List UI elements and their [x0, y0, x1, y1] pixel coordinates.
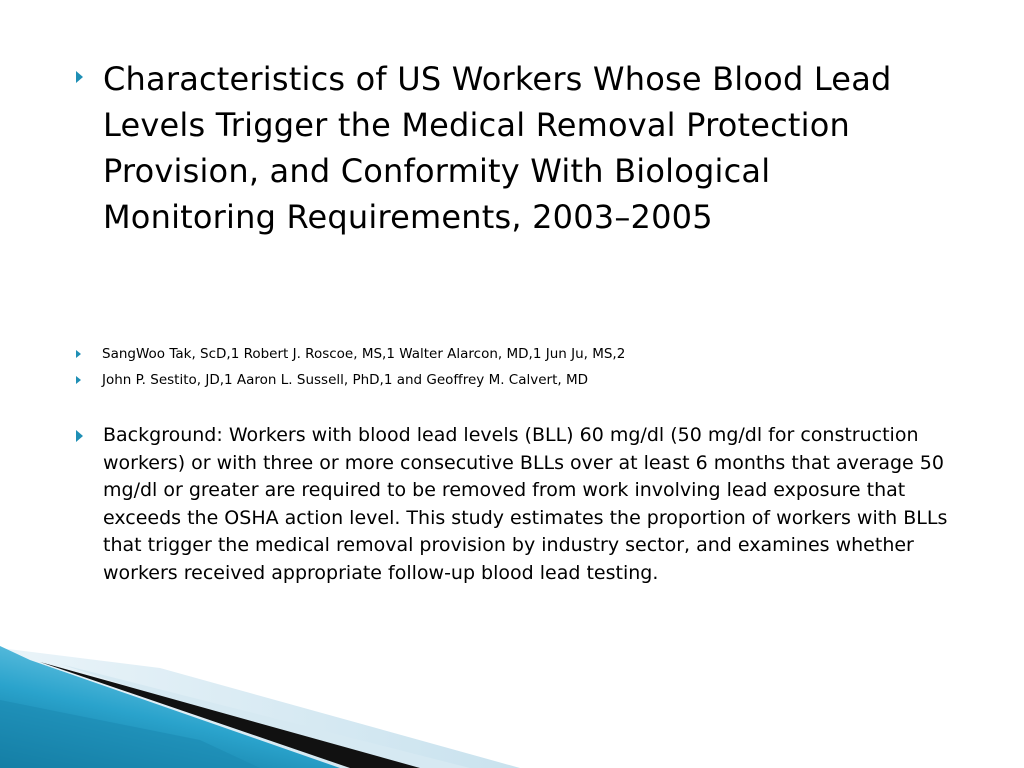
authors-text-2: John P. Sestito, JD,1 Aaron L. Sussell, PhD,1 and Geoffrey M. Calvert, MD — [102, 372, 589, 388]
authors-text-1: SangWoo Tak, ScD,1 Robert J. Roscoe, MS,1 Walter Alarcon, MD,1 Jun Ju, MS,2 — [102, 346, 626, 362]
slide-title: Characteristics of US Workers Whose Blood Lead Levels Trigger the Medical Removal Protection Provision, and Conformity With Biological Monitoring Requirements, 2003–2005 — [103, 60, 892, 236]
background-text: Workers with blood lead levels (BLL) 60 mg/dl (50 mg/dl for construction workers) or with three or more consecutive BLLs over at least 6 months that average 50 mg/dl or greater are required to be removed from work involving lead exposure that exceeds the OSHA action level. This study estimates the proportion of workers with BLLs that trigger the medical removal provision by industry sector, and examines whether workers received appropriate follow-up blood lead testing. — [103, 424, 948, 584]
background-label: Background: — [103, 424, 223, 446]
